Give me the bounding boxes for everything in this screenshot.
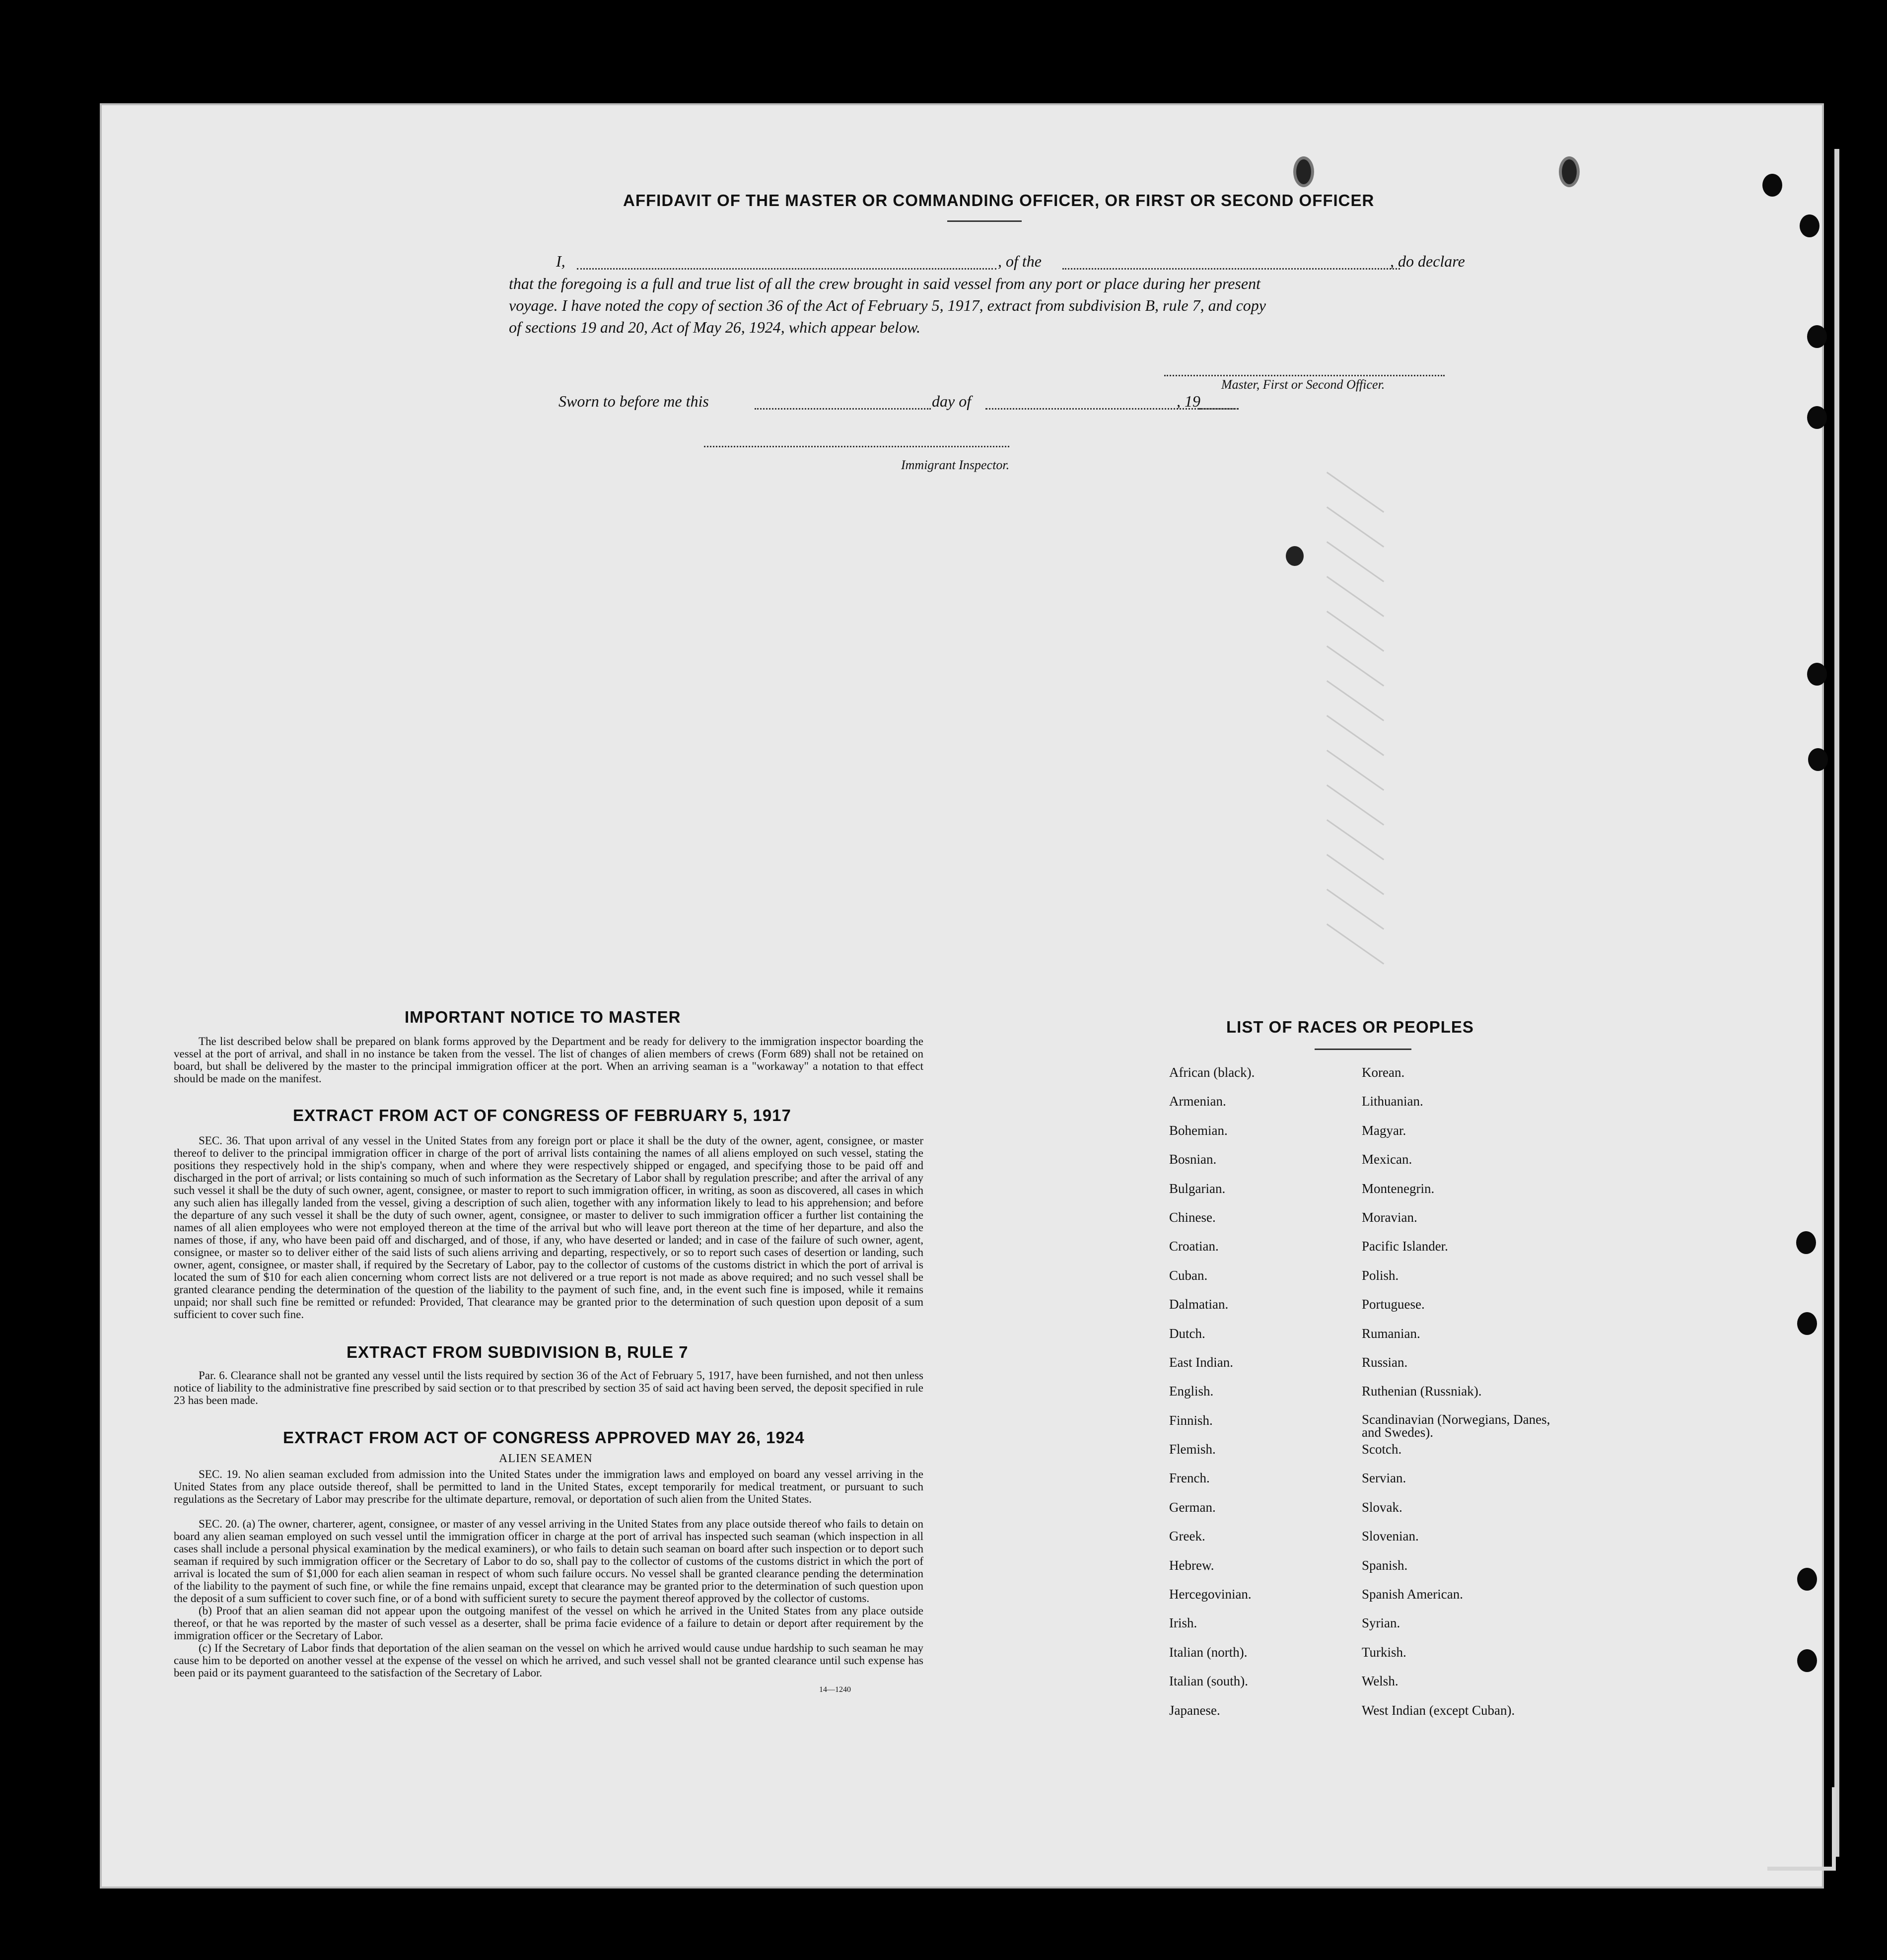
race-item: Japanese.: [1169, 1702, 1220, 1718]
race-item: Servian.: [1362, 1470, 1406, 1486]
race-item: Polish.: [1362, 1267, 1399, 1283]
extract-1924-sec19: SEC. 19. No alien seaman excluded from admission into the United States under the immigration laws and employed on board any vessel arriving in the United States from any place outside thereof, shall be permitted to land in the United States, except temporarily for medical treatment, or pursuant to such regulations as the Secretary of Labor may prescribe for the ultimate departure, removal, or deportation of such alien from the United States.: [174, 1468, 923, 1505]
race-item: Scandinavian (Norwegians, Danes, and Swedes).: [1362, 1411, 1550, 1440]
race-item: Lithuanian.: [1362, 1094, 1423, 1109]
race-item: Flemish.: [1169, 1442, 1216, 1457]
title-underline: [947, 220, 1022, 222]
race-item: Ruthenian (Russniak).: [1362, 1384, 1482, 1399]
punch-hole: [1797, 1312, 1817, 1335]
race-item: Bohemian.: [1169, 1122, 1228, 1138]
race-item: Italian (south).: [1169, 1674, 1248, 1689]
race-item: Dalmatian.: [1169, 1297, 1229, 1312]
punch-hole: [1800, 214, 1819, 237]
affidavit-line-1: [556, 252, 1484, 272]
races-right-column: [1362, 1065, 1570, 1732]
race-item: Armenian.: [1169, 1094, 1226, 1109]
race-item: Pacific Islander.: [1362, 1239, 1448, 1254]
race-item: Mexican.: [1362, 1152, 1412, 1167]
races-title: LIST OF RACES OR PEOPLES: [1226, 1018, 1474, 1036]
year-label: , 19: [1177, 392, 1200, 410]
race-item: Bulgarian.: [1169, 1181, 1226, 1196]
inspector-signature-label: Immigrant Inspector.: [901, 458, 1010, 472]
race-item: Spanish.: [1362, 1557, 1408, 1573]
race-item: French.: [1169, 1470, 1210, 1486]
page-edge: [1834, 149, 1839, 1857]
extract-1924-sec20c: (c) If the Secretary of Labor finds that deportation of the alien seaman on the vessel on which he arrived would cause undue hardship to such seaman he may cause him to be deported on another vessel at the expense of the vessel on which he arrived, and such vessel shall not be granted clearance until such expense has been paid or its payment guaranteed to the satisfaction of the Secretary of Labor.: [174, 1642, 923, 1679]
sworn-year-field[interactable]: [1199, 408, 1239, 410]
race-item: Dutch.: [1169, 1326, 1205, 1341]
sworn-line: [559, 392, 1254, 412]
race-item: Russian.: [1362, 1354, 1408, 1370]
race-item: African (black).: [1169, 1065, 1255, 1080]
sworn-label: Sworn to before me this: [559, 392, 709, 410]
race-item: Magyar.: [1362, 1122, 1406, 1138]
race-item: Chinese.: [1169, 1209, 1216, 1225]
race-item: Montenegrin.: [1362, 1181, 1435, 1196]
race-item: Italian (north).: [1169, 1644, 1248, 1660]
declare-label: , do declare: [1390, 252, 1465, 270]
master-signature-label: Master, First or Second Officer.: [1221, 377, 1385, 392]
of-the-label: , of the: [998, 252, 1042, 270]
race-item: Syrian.: [1362, 1615, 1400, 1631]
punch-hole: [1807, 406, 1827, 429]
punch-hole: [1762, 174, 1782, 197]
punch-hole: [1796, 1231, 1816, 1254]
punch-hole: [1559, 156, 1580, 187]
race-item: German.: [1169, 1499, 1216, 1515]
page-edge-corner: [1767, 1787, 1836, 1871]
punch-hole: [1807, 325, 1827, 348]
race-item: Irish.: [1169, 1615, 1197, 1631]
race-item: East Indian.: [1169, 1354, 1233, 1370]
races-left-column: [1169, 1065, 1333, 1732]
affidavit-line-3: voyage. I have noted the copy of section 36 of the Act of February 5, 1917, extract from subdivision B, rule 7, and copy: [509, 296, 1266, 314]
race-item: Hebrew.: [1169, 1557, 1214, 1573]
race-item: Slovak.: [1362, 1499, 1402, 1515]
race-item: Hercegovinian.: [1169, 1587, 1252, 1602]
punch-hole: [1293, 156, 1314, 187]
form-number: 14—1240: [819, 1685, 851, 1694]
punch-hole: [1807, 663, 1827, 686]
race-item: Slovenian.: [1362, 1529, 1419, 1544]
races-title-underline: [1315, 1049, 1411, 1050]
race-item: Cuban.: [1169, 1267, 1208, 1283]
sworn-day-field[interactable]: [755, 408, 931, 410]
race-item: Scotch.: [1362, 1442, 1402, 1457]
punch-hole: [1797, 1649, 1817, 1672]
vessel-name-field[interactable]: [1062, 268, 1400, 270]
ink-blot: [1286, 546, 1304, 566]
notice-body: The list described below shall be prepared on blank forms approved by the Department and be ready for delivery to the immigration inspector boarding the vessel at the port of arrival, and shall in no instance be taken from the vessel. The list of changes of alien members of crews (Form 689) shall not be retained on board, but shall be delivered by the master to the principal immigration officer at the port. When an arriving seaman is a "workaway" a notation to that effect should be made on the manifest.: [174, 1035, 923, 1085]
inspector-signature-line[interactable]: [704, 446, 1009, 447]
race-item: Korean.: [1362, 1065, 1405, 1080]
race-item: Spanish American.: [1362, 1587, 1463, 1602]
extract-1924-subtitle: ALIEN SEAMEN: [499, 1452, 593, 1465]
affidavit-line-4: of sections 19 and 20, Act of May 26, 1924, which appear below.: [509, 318, 920, 336]
punch-hole: [1808, 748, 1828, 771]
race-item: Croatian.: [1169, 1239, 1219, 1254]
affidavit-line-2: that the foregoing is a full and true list of all the crew brought in said vessel from any port or place during her present: [509, 275, 1260, 292]
day-of-label: day of: [932, 392, 972, 410]
race-item: English.: [1169, 1384, 1214, 1399]
race-item: Welsh.: [1362, 1674, 1398, 1689]
notice-title: IMPORTANT NOTICE TO MASTER: [405, 1008, 681, 1026]
race-item: Rumanian.: [1362, 1326, 1420, 1341]
affiant-label: I,: [556, 252, 565, 270]
extract-1924-title: EXTRACT FROM ACT OF CONGRESS APPROVED MAY 26, 1924: [283, 1428, 805, 1447]
race-item: Bosnian.: [1169, 1152, 1217, 1167]
affiant-name-field[interactable]: [577, 268, 996, 270]
race-item: Finnish.: [1169, 1412, 1213, 1428]
rule-7-title: EXTRACT FROM SUBDIVISION B, RULE 7: [347, 1343, 689, 1361]
affidavit-title: AFFIDAVIT OF THE MASTER OR COMMANDING OFFICER, OR FIRST OR SECOND OFFICER: [623, 191, 1375, 210]
extract-1917-title: EXTRACT FROM ACT OF CONGRESS OF FEBRUARY 5, 1917: [293, 1106, 791, 1124]
punch-hole: [1797, 1568, 1817, 1591]
extract-1917-body: SEC. 36. That upon arrival of any vessel in the United States from any foreign port or place it shall be the duty of the owner, agent, consignee, or master thereof to deliver to the principal immigration officer in charge of the port of arrival lists containing the names of all aliens employed on such vessel, stating the positions they respectively hold in the ship's company, when and where they were respectively shipped or engaged, and specifying those to be paid off and discharged in the port of arrival; or lists containing so much of such information as the Secretary of Labor shall by regulation prescribe; and after the arrival of any such vessel it shall be the duty of such owner, agent, consignee, or master to report to such immigration officer, in writing, as soon as discovered, all cases in which any such alien has illegally landed from the vessel, giving a description of such alien, together with any information likely to lead to his apprehension; and before the departure of any such vessel it shall be the duty of such owner, agent, consignee, or master to deliver to such immigration officer a further list containing the names of all alien employees who were not employed thereon at the time of the arrival but who will leave port thereon at the time of her departure, and also the names of those, if any, who have been paid off and discharged, and of those, if any, who have deserted or landed; and in case of the failure of such owner, agent, consignee, or master so to deliver either of the said lists of such aliens arriving and departing, respectively, or so to report such cases of desertion or landing, such owner, agent, consignee, or master shall, if required by the Secretary of Labor, pay to the collector of customs of the customs district in which the port of arrival is located the sum of $10 for each alien concerning whom correct lists are not delivered or a true report is not made as above required; and no such vessel shall be granted clearance pending the determination of the question of the liability to the payment of such fine, and, in the event such fine is imposed, while it remains unpaid; nor shall such fine be remitted or refunded: Provided, That clearance may be granted prior to the determination of such question upon deposit of a sum sufficient to cover such fine.: [174, 1134, 923, 1321]
race-item: West Indian (except Cuban).: [1362, 1702, 1515, 1718]
rule-7-body: Par. 6. Clearance shall not be granted any vessel until the lists required by section 36 of the Act of February 5, 1917, have been furnished, and not then unless notice of liability to the administrative fine prescribed by said section or to that prescribed by section 35 of said act having been served, the deposit specified in rule 23 has been made.: [174, 1369, 923, 1406]
extract-1924-sec20b: (b) Proof that an alien seaman did not appear upon the outgoing manifest of the vessel on which he arrived in the United States from any place outside thereof, or that he was reported by the master of such vessel as a deserter, shall be prima facie evidence of a failure to detain or deport after requirement by the immigration officer or the Secretary of Labor.: [174, 1605, 923, 1642]
race-item: Moravian.: [1362, 1209, 1417, 1225]
race-item: Greek.: [1169, 1529, 1205, 1544]
master-signature-line[interactable]: [1164, 375, 1445, 376]
race-item: Portuguese.: [1362, 1297, 1425, 1312]
race-item: Turkish.: [1362, 1644, 1406, 1660]
extract-1924-sec20a: SEC. 20. (a) The owner, charterer, agent, consignee, or master of any vessel arriving in the United States from any place outside thereof who fails to detain on board any alien seaman employed on such vessel until the immigration officer in charge at the port of arrival has inspected such seaman (which inspection in all cases shall include a personal physical examination by the medical examiners), or who fails to detain such seaman on board after such inspection or to deport such seaman if required by such immigration officer or the Secretary of Labor to do so, shall pay to the collector of customs of the customs district in which the port of arrival is located the sum of $1,000 for each alien seaman in respect of whom such failure occurs. No vessel shall be granted clearance pending the determination of the liability to the payment of such fine, or while the fine remains unpaid, except that clearance may be granted prior to the determination of such question upon the deposit of a sum sufficient to cover such fine, or of a bond with sufficient surety to secure the payment thereof approved by the collector of customs.: [174, 1518, 923, 1605]
